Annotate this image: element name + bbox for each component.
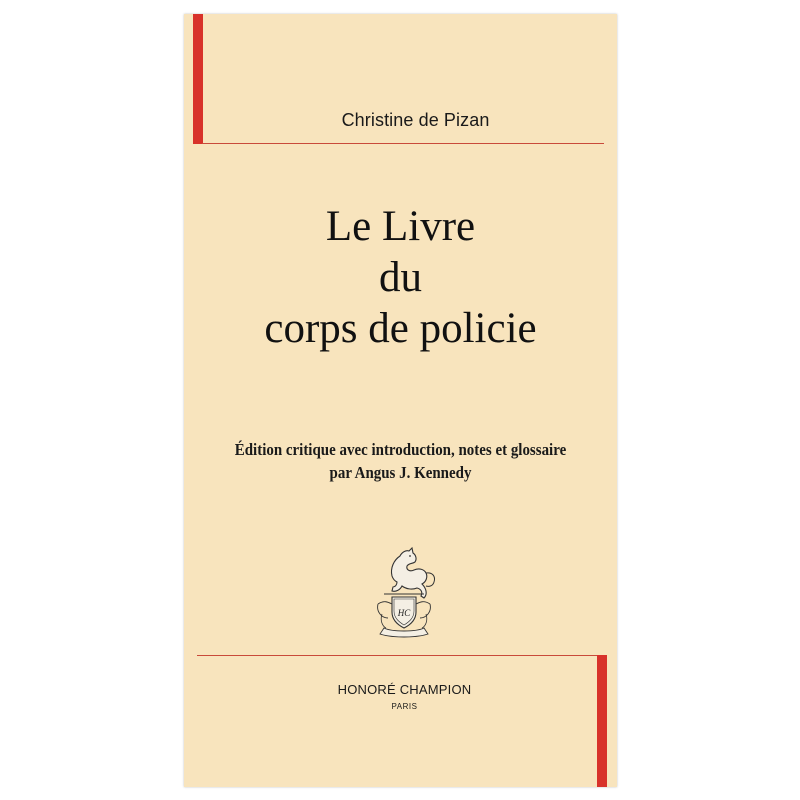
publisher-name: HONORÉ CHAMPION — [337, 682, 472, 697]
author-name: Christine de Pizan — [341, 110, 490, 130]
title-line: Le Livre — [325, 203, 476, 250]
bottom-rule — [197, 655, 598, 656]
book-title — [184, 201, 617, 354]
title-line: du — [379, 254, 422, 301]
emblem-monogram: HC — [397, 608, 411, 618]
bottom-accent-bar — [597, 655, 607, 787]
title-line: corps de policie — [264, 305, 537, 352]
book-cover — [184, 14, 617, 787]
publisher-city: PARIS — [391, 702, 418, 711]
top-rule — [202, 143, 604, 144]
edition-note — [210, 438, 591, 484]
edition-line: Édition critique avec introduction, notes et glossaire — [234, 440, 567, 459]
publisher-emblem-icon — [354, 542, 454, 642]
editor-line: par Angus J. Kennedy — [329, 463, 472, 482]
